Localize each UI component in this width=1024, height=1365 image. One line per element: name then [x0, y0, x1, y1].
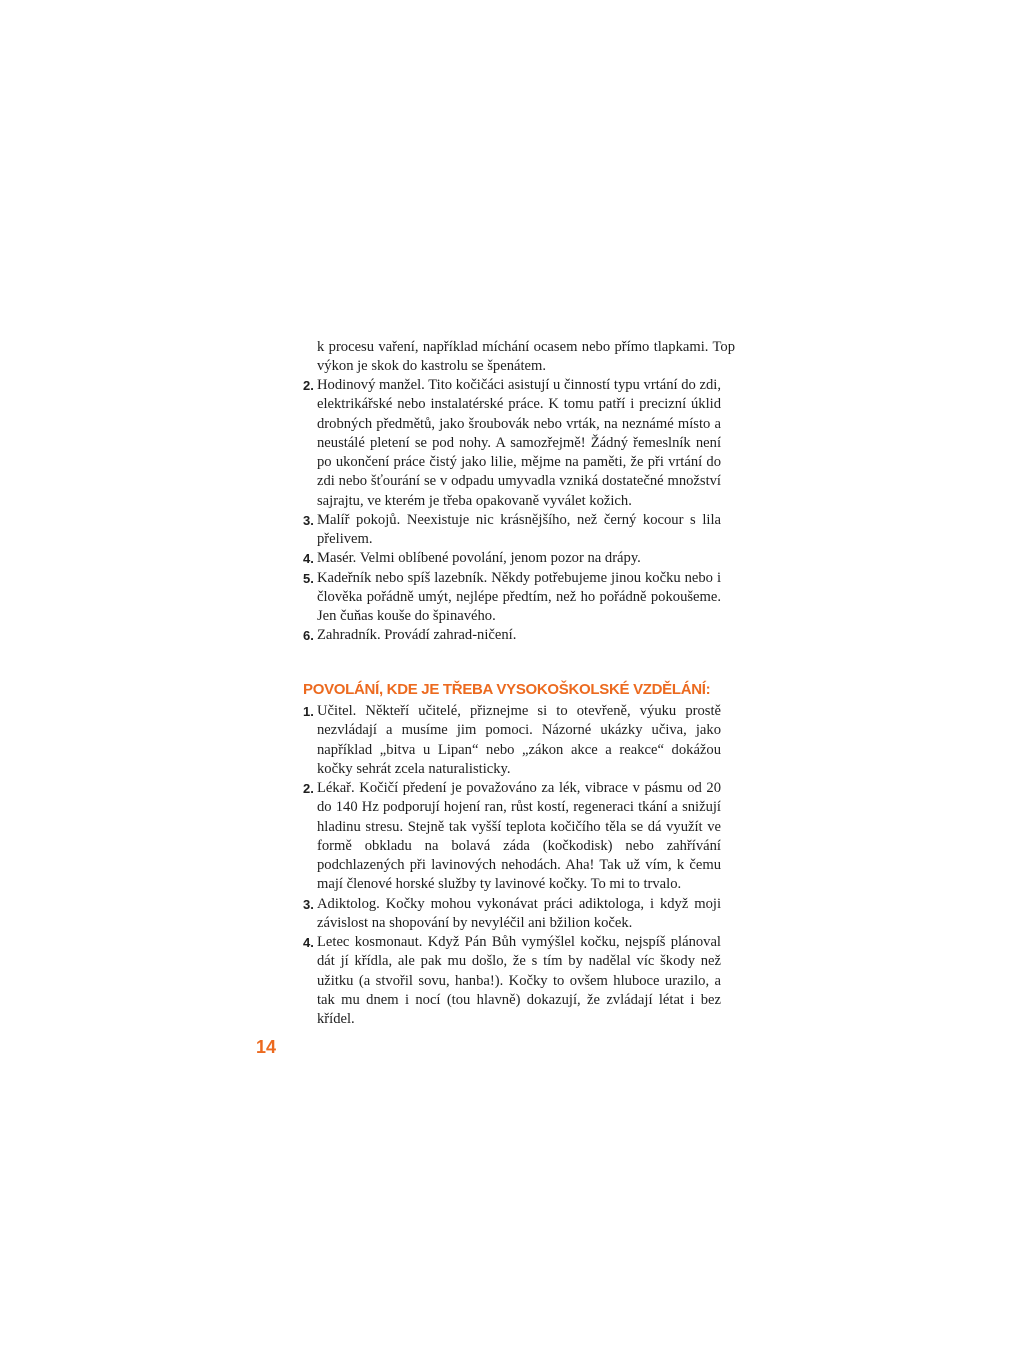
page-number: 14 — [256, 1037, 277, 1057]
list-item — [303, 549, 721, 568]
list-item-text: Učitel. Někteří učitelé, přiznejme si to otevřeně, výuku prostě nezvládají a musíme jim pomoci. Názorné ukázky učiva, jako například „bitva u Lipan“ nebo „zákon akce a reakce“ dokážou kočky sehrát zcela naturalisticky. — [317, 703, 721, 777]
list-number: 2. — [303, 378, 314, 393]
list-item-text: Masér. Velmi oblíbené povolání, jenom pozor na drápy. — [317, 550, 641, 567]
university-occupations-list — [303, 702, 721, 1029]
section-heading: POVOLÁNÍ, KDE JE TŘEBA VYSOKOŠKOLSKÉ VZDĚLÁNÍ: — [303, 681, 711, 698]
list-number: 5. — [303, 570, 314, 586]
list-item-text: Letec kosmonaut. Když Pán Bůh vymýšlel kočku, nejspíš plánoval dát jí křídla, ale pak mu došlo, že s tím by nadělal víc škody než užitku (a stvořil sovu, hanba!). Kočky to ovšem hluboce urazilo, a tak mu dnem i nocí (tou hlavně) dokazují, že zvládají létat i bez křídel. — [317, 934, 721, 1027]
list-number: 3. — [303, 896, 314, 912]
list-number: 3. — [303, 512, 314, 528]
list-item — [303, 933, 721, 1029]
list-number: 2. — [303, 781, 314, 796]
list-number: 4. — [303, 935, 314, 950]
list-item — [303, 511, 721, 550]
list-item — [303, 569, 721, 627]
list-item-text: Hodinový manžel. Tito kočičáci asistují u činností typu vrtání do zdi, elektrikářské nebo instalatérské práce. K tomu patří i precizní úklid drobných předmětů, jako šroubovák nebo vrták, na neznámé místo a neustálé pletení se pod nohy. A samozřejmě! Žádný řemeslník není po ukončení práce čistý jako lilie, mějme na paměti, že při vrtání do zdi nebo šťourání se v odpadu umyvadla vzniká dostatečné množství sajrajtu, ve kterém je třeba opakovaně vyválet kožich. — [317, 377, 721, 509]
list-item-text: Malíř pokojů. Neexistuje nic krásnějšího, než černý kocour s lila přelivem. — [317, 511, 721, 547]
list-item-text: Lékař. Kočičí předení je považováno za lék, vibrace v pásmu od 20 do 140 Hz podporují hojení ran, růst kostí, regeneraci tkání a snižují hladinu stresu. Stejně tak vyšší teplota kočičího těla se dá využít ve formě obkladu na bolavá záda (kočkodisk) nebo zahřívání podchlazených při lavinových nehodách. Aha! Tak už vím, k čemu mají členové horské služby ty lavinové kočky. To mi to trvalo. — [317, 780, 721, 893]
list-item-text: Zahradník. Provádí zahrad-ničení. — [317, 627, 517, 644]
continuation-paragraph: k procesu vaření, například míchání ocasem nebo přímo tlapkami. Top výkon je skok do kastrolu se špenátem. — [317, 339, 735, 375]
occupations-list — [303, 376, 721, 646]
list-item — [303, 702, 721, 779]
list-item — [303, 626, 721, 645]
list-item-text: Adiktolog. Kočky mohou vykonávat práci adiktologa, i když moji závislost na shopování by nevyléčil ani bžilion koček. — [317, 895, 721, 931]
list-number: 1. — [303, 704, 314, 719]
list-number: 4. — [303, 551, 314, 567]
list-item — [303, 376, 721, 511]
list-number: 6. — [303, 628, 314, 644]
list-item — [303, 779, 721, 895]
list-item-text: Kadeřník nebo spíš lazebník. Někdy potřebujeme jinou kočku nebo i člověka pořádně umýt, nejlépe předtím, než ho pořádně pokoušeme. Jen čuňas kouše do špinavého. — [317, 569, 721, 624]
list-item — [303, 895, 721, 934]
